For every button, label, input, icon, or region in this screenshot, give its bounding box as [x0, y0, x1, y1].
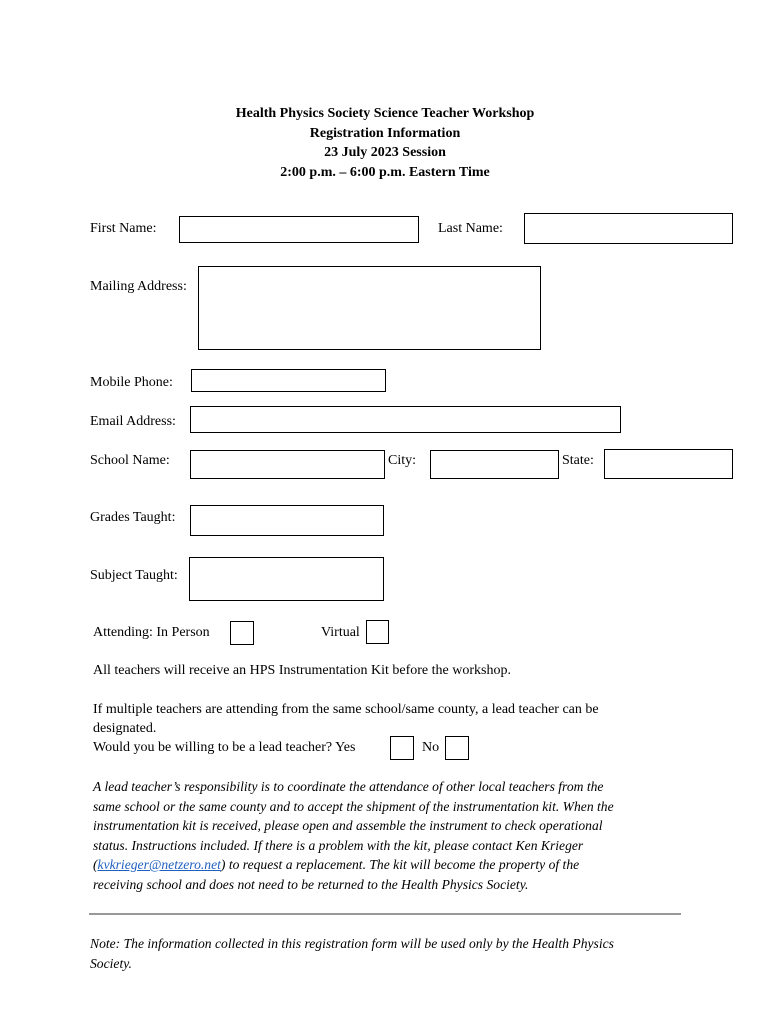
first-name-label: First Name:: [90, 221, 157, 236]
note-line-1: Note: The information collected in this registration form will be used only by the Health Physics: [90, 936, 614, 951]
responsibility-line-3: instrumentation kit is received, please open and assemble the instrument to check operational: [93, 818, 603, 833]
city-label: City:: [388, 453, 417, 468]
subject-taught-field[interactable]: [189, 557, 384, 601]
grades-taught-field[interactable]: [190, 505, 384, 536]
responsibility-line-5: [93, 855, 713, 875]
lead-teacher-yes-checkbox[interactable]: [390, 736, 414, 760]
virtual-label: Virtual: [321, 625, 360, 640]
mobile-phone-field[interactable]: [191, 369, 386, 392]
last-name-field[interactable]: [524, 213, 733, 244]
mailing-address-field[interactable]: [198, 266, 541, 350]
title-line-4: 2:00 p.m. – 6:00 p.m. Eastern Time: [280, 164, 490, 180]
lead-teacher-intro-line-1: If multiple teachers are attending from the same school/same county, a lead teacher can be: [93, 702, 599, 717]
title-line-3: 23 July 2023 Session: [324, 145, 446, 160]
title-line-1: Health Physics Society Science Teacher Workshop: [235, 106, 535, 121]
title-line-2: Registration Information: [309, 125, 461, 141]
responsibility-line-2: same school or the same county and to accept the shipment of the instrumentation kit. When the: [93, 798, 614, 814]
note-line-2: Society.: [90, 955, 132, 971]
contact-email-link[interactable]: kvkrieger@netzero.net: [97, 857, 221, 872]
virtual-checkbox[interactable]: [366, 620, 389, 644]
email-address-label: Email Address:: [90, 414, 176, 429]
state-label: State:: [562, 453, 594, 468]
lead-teacher-intro-line-2: designated.: [93, 721, 157, 736]
school-name-label: School Name:: [90, 453, 170, 468]
responsibility-line-4: status. Instructions included. If there is a problem with the kit, please contact Ken Krieger: [93, 837, 584, 853]
divider-line: [89, 913, 681, 915]
school-name-field[interactable]: [190, 450, 385, 479]
lead-teacher-intro: [93, 700, 693, 738]
kit-notice: All teachers will receive an HPS Instrumentation Kit before the workshop.: [93, 663, 511, 678]
privacy-note: [90, 934, 710, 973]
last-name-label: Last Name:: [438, 221, 503, 236]
responsibility-line-1: A lead teacher’s responsibility is to coordinate the attendance of other local teachers from the: [93, 779, 604, 794]
attending-label: Attending: In Person: [93, 625, 210, 640]
subject-taught-label: Subject Taught:: [90, 568, 178, 583]
mobile-phone-label: Mobile Phone:: [90, 375, 173, 390]
grades-taught-label: Grades Taught:: [90, 510, 176, 525]
lead-teacher-no-checkbox[interactable]: [445, 736, 469, 760]
paren-open: (: [93, 857, 98, 872]
in-person-checkbox[interactable]: [230, 621, 254, 645]
mailing-address-label: Mailing Address:: [90, 279, 187, 294]
responsibility-line-6: receiving school and does not need to be returned to the Health Physics Society.: [93, 876, 529, 892]
state-field[interactable]: [604, 449, 733, 479]
first-name-field[interactable]: [179, 216, 419, 243]
email-address-field[interactable]: [190, 406, 621, 433]
lead-teacher-question: Would you be willing to be a lead teacher? Yes: [93, 740, 356, 755]
lead-teacher-no-label: No: [422, 740, 440, 755]
responsibility-paragraph: [93, 777, 713, 894]
city-field[interactable]: [430, 450, 559, 479]
responsibility-line-5-rest: ) to request a replacement. The kit will become the property of the: [220, 857, 580, 872]
